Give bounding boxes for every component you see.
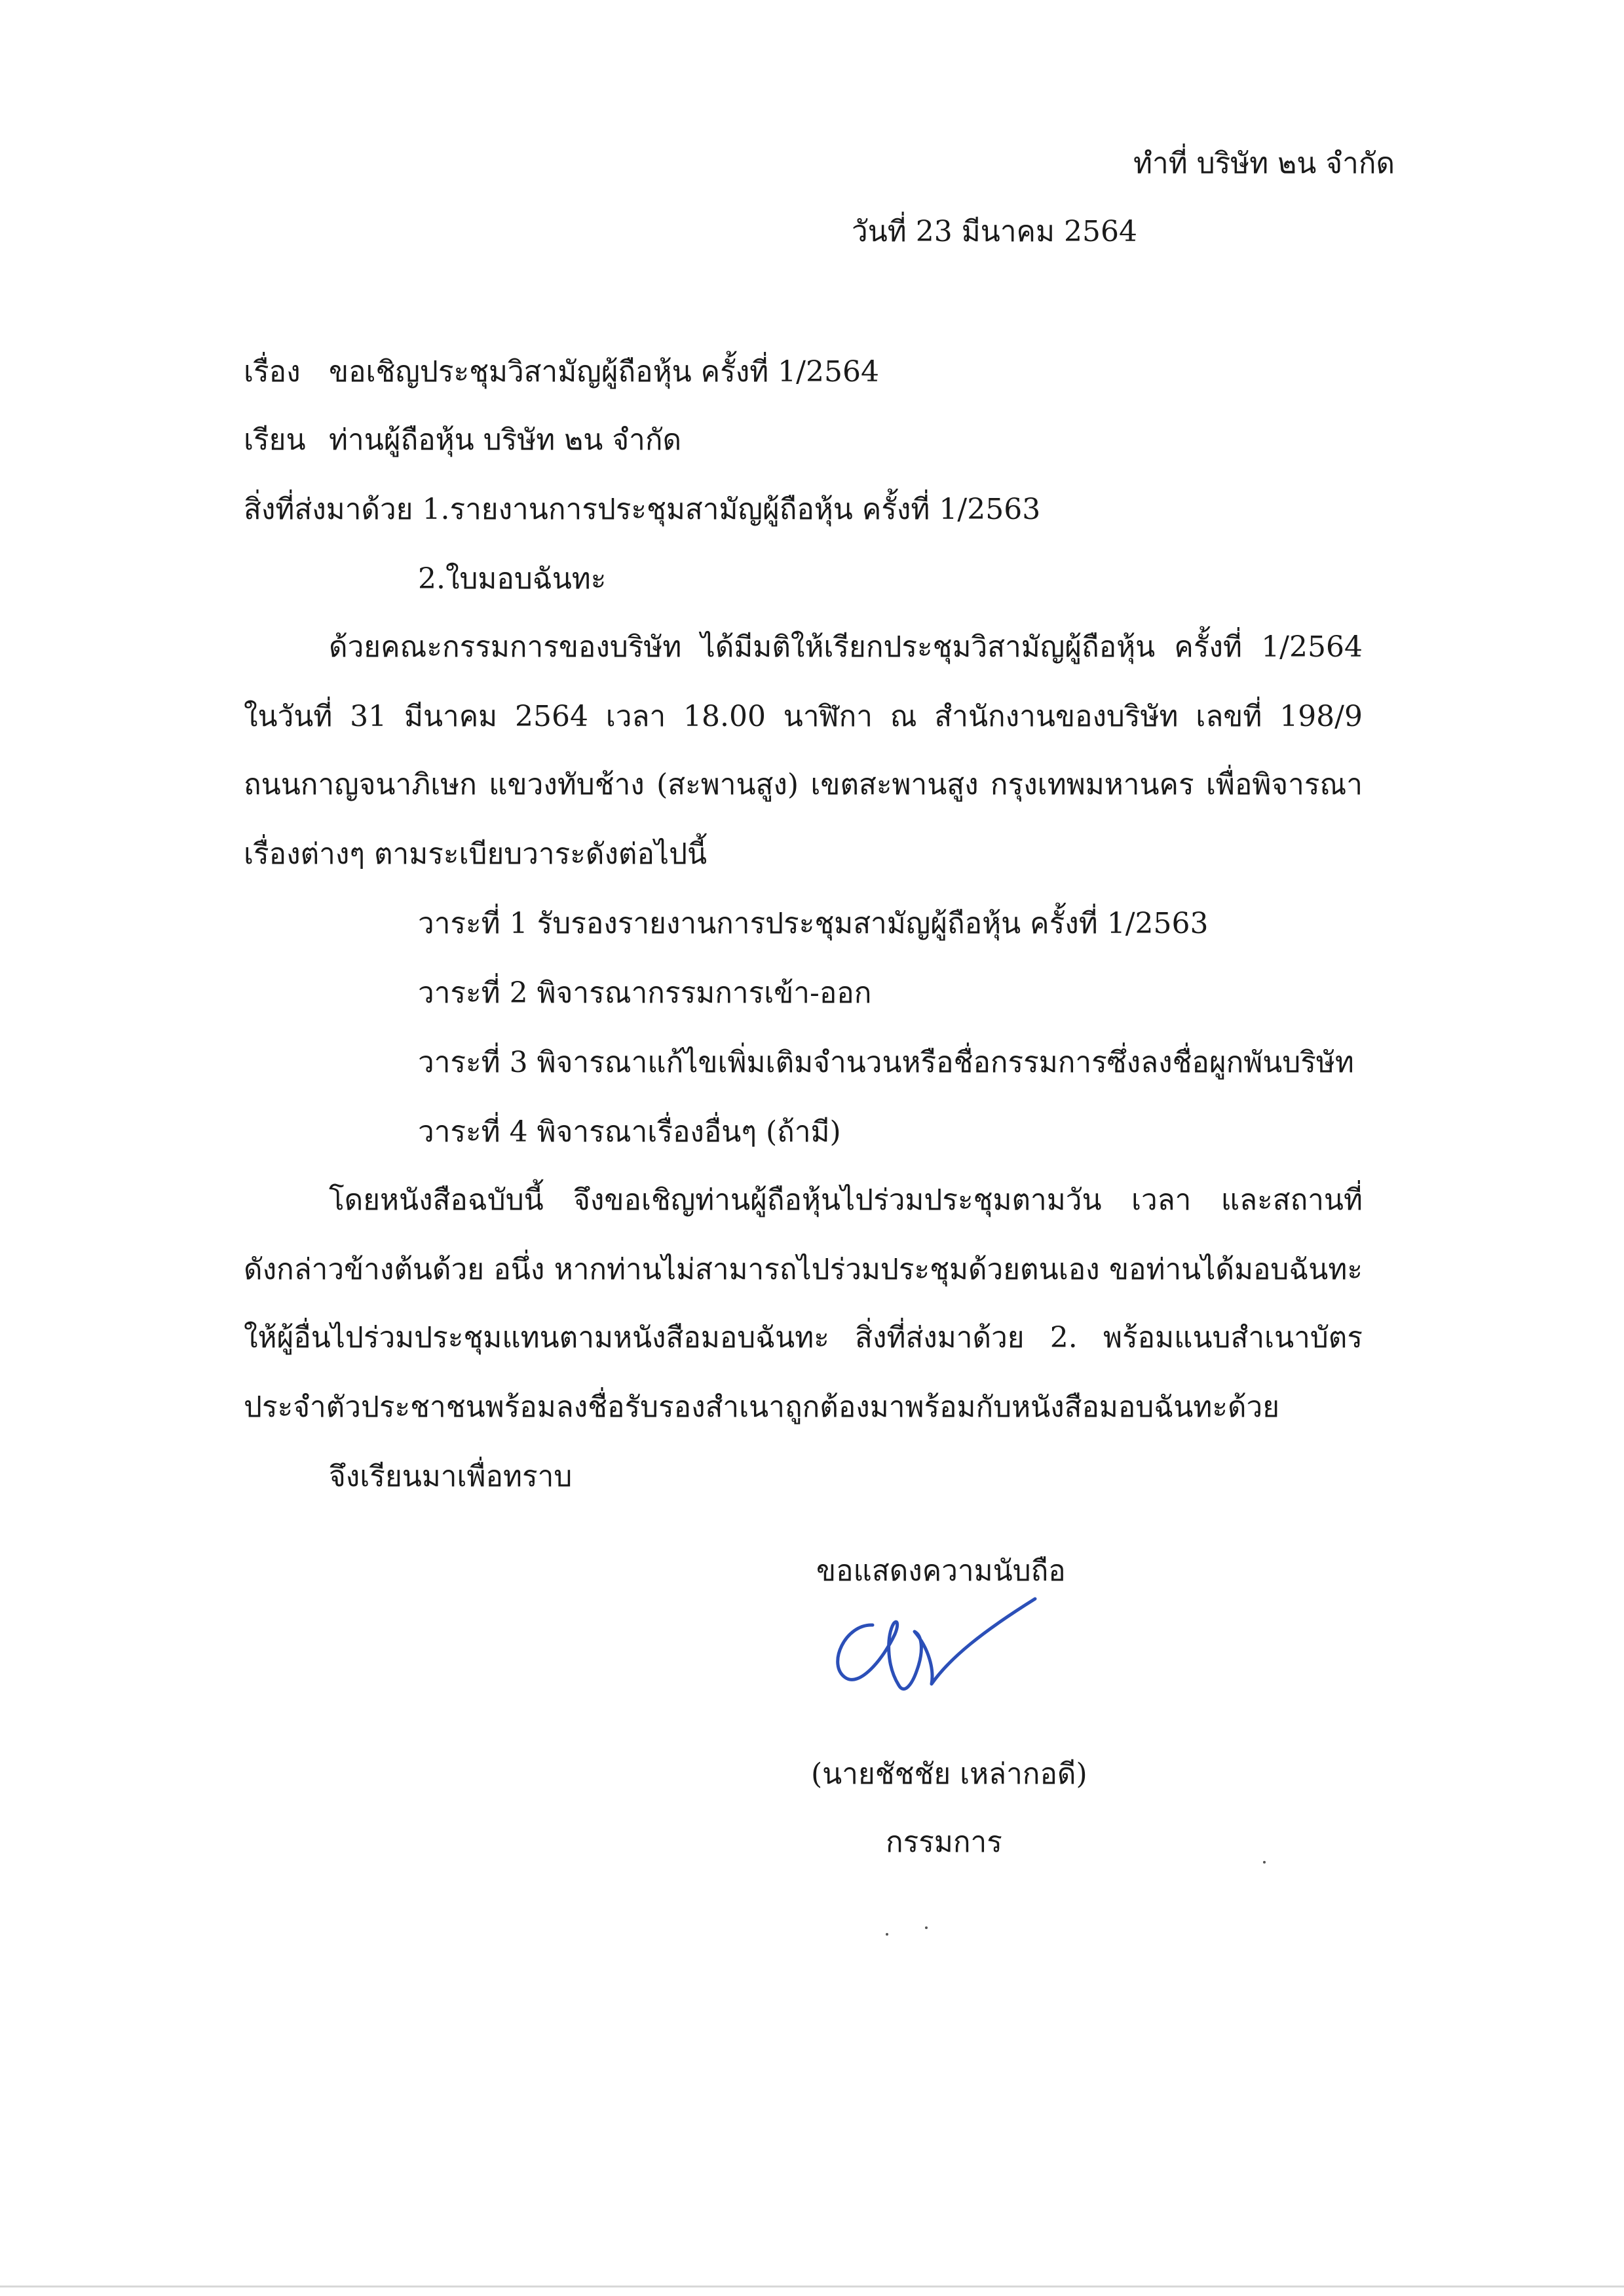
agenda-item: วาระที่ 4 พิจารณาเรื่องอื่นๆ (ถ้ามี) (418, 1115, 841, 1149)
recipient-line (244, 423, 682, 457)
recipient-text: ท่านผู้ถือหุ้น บริษัท ๒น จำกัด (329, 423, 682, 457)
paragraph-1-line: ถนนกาญจนาภิเษก แขวงทับช้าง (สะพานสูง) เขตสะพานสูง กรุงเทพมหานคร เพื่อพิจารณา (244, 768, 1363, 801)
date-line: วันที่ 23 มีนาคม 2564 (852, 215, 1137, 248)
place-line: ทำที่ บริษัท ๒น จำกัด (1133, 147, 1395, 180)
recipient-label: เรียน (244, 423, 306, 457)
enclosures-line (244, 495, 1040, 524)
enclosure-item: 2.ใบมอบฉันทะ (418, 562, 607, 596)
signatory-name: (นายชัชชัย เหล่ากอดี) (811, 1757, 1087, 1791)
subject-text: ขอเชิญประชุมวิสามัญผู้ถือหุ้น ครั้งที่ 1/2564 (329, 355, 879, 389)
closing-line: จึงเรียนมาเพื่อทราบ (329, 1460, 573, 1493)
paragraph-1-line: ในวันที่ 31 มีนาคม 2564 เวลา 18.00 นาฬิกา ณ สำนักงานของบริษัท เลขที่ 198/9 (244, 700, 1363, 733)
handwritten-signature (819, 1586, 1055, 1704)
paragraph-1-line: ด้วยคณะกรรมการของบริษัท ได้มีมติให้เรียกประชุมวิสามัญผู้ถือหุ้น ครั้งที่ 1/2564 (329, 630, 1363, 664)
paragraph-2-line: ให้ผู้อื่นไปร่วมประชุมแทนตามหนังสือมอบฉันทะ สิ่งที่ส่งมาด้วย 2. พร้อมแนบสำเนาบัตร (244, 1321, 1363, 1354)
paragraph-2-line: โดยหนังสือฉบับนี้ จึงขอเชิญท่านผู้ถือหุ้นไปร่วมประชุมตามวัน เวลา และสถานที่ (329, 1183, 1363, 1217)
enclosures-label: สิ่งที่ส่งมาด้วย (244, 493, 413, 526)
scan-speck (886, 1933, 888, 1936)
agenda-item: วาระที่ 3 พิจารณาแก้ไขเพิ่มเติมจำนวนหรือชื่อกรรมการซึ่งลงชื่อผูกพันบริษัท (418, 1046, 1354, 1079)
paragraph-2-line: ดังกล่าวข้างต้นด้วย อนึ่ง หากท่านไม่สามารถไปร่วมประชุมด้วยตนเอง ขอท่านได้มอบฉันทะ (244, 1253, 1363, 1286)
agenda-item: วาระที่ 1 รับรองรายงานการประชุมสามัญผู้ถือหุ้น ครั้งที่ 1/2563 (418, 907, 1209, 940)
scan-speck (925, 1926, 928, 1929)
paragraph-2-line: ประจำตัวประชาชนพร้อมลงชื่อรับรองสำเนาถูกต้องมาพร้อมกับหนังสือมอบฉันทะด้วย (244, 1390, 1280, 1424)
subject-line (244, 355, 879, 389)
signatory-title: กรรมการ (886, 1826, 1002, 1859)
page-bottom-edge (0, 2286, 1624, 2287)
enclosure-item: 1.รายงานการประชุมสามัญผู้ถือหุ้น ครั้งที่ 1/2563 (422, 493, 1041, 526)
complimentary-close: ขอแสดงความนับถือ (816, 1554, 1066, 1588)
paragraph-1-line: เรื่องต่างๆ ตามระเบียบวาระดังต่อไปนี้ (244, 837, 708, 871)
agenda-item: วาระที่ 2 พิจารณากรรมการเข้า-ออก (418, 976, 872, 1010)
scan-speck (1263, 1861, 1266, 1864)
subject-label: เรื่อง (244, 355, 301, 389)
